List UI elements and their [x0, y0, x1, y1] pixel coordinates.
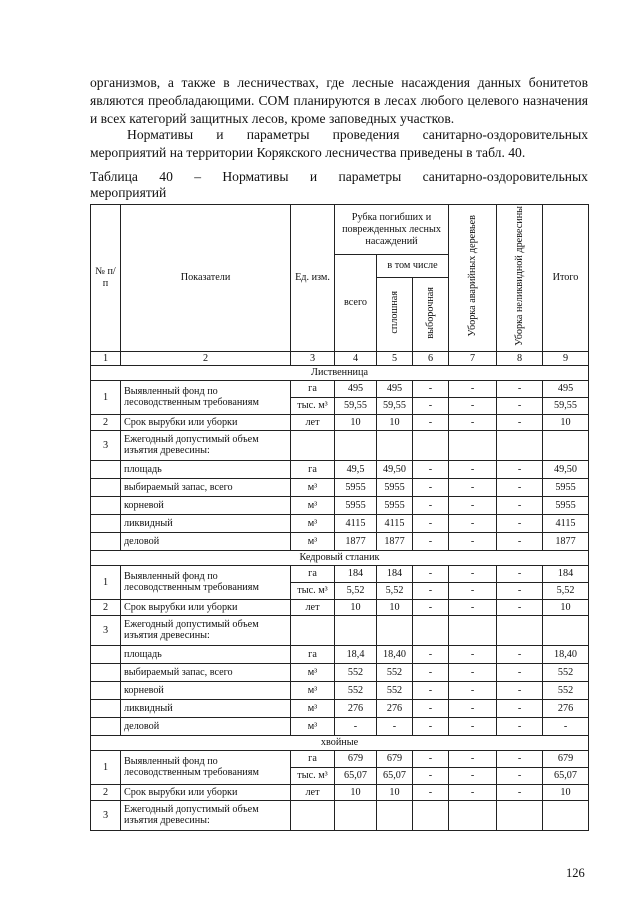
table-cell: Выявленный фонд по лесоводственным требованиям	[121, 380, 291, 414]
table-cell: -	[377, 717, 413, 735]
table-cell: -	[497, 478, 543, 496]
table-cell: -	[449, 582, 497, 599]
table-row	[91, 699, 589, 717]
caption-word: Нормативы	[222, 169, 289, 184]
table-cell: 4115	[543, 514, 589, 532]
table-cell: -	[449, 699, 497, 717]
table-row	[91, 615, 589, 645]
caption-word: –	[194, 169, 201, 184]
table-cell: 10	[543, 599, 589, 615]
table-cell	[497, 800, 543, 830]
table-cell: 679	[335, 750, 377, 767]
table-cell	[543, 800, 589, 830]
table-cell: 1877	[377, 532, 413, 550]
table-cell: 552	[543, 681, 589, 699]
table-cell: 276	[335, 699, 377, 717]
table-cell: корневой	[121, 681, 291, 699]
table-cell: 2	[91, 414, 121, 430]
column-number: 4	[335, 351, 377, 365]
table-cell: -	[497, 565, 543, 582]
table-cell: -	[413, 663, 449, 681]
header-clear-text: сплошная	[389, 291, 400, 334]
norms-table	[90, 204, 589, 831]
page-number: 126	[566, 866, 585, 880]
table-cell: -	[413, 717, 449, 735]
table-cell: 276	[377, 699, 413, 717]
section-row	[91, 365, 589, 380]
table-cell: тыс. м³	[291, 397, 335, 414]
table-cell: площадь	[121, 645, 291, 663]
column-number: 1	[91, 351, 121, 365]
table-cell: 65,07	[335, 767, 377, 784]
table-cell: -	[449, 599, 497, 615]
header-selective	[413, 277, 449, 351]
column-number: 8	[497, 351, 543, 365]
table-row	[91, 514, 589, 532]
table-cell: 4115	[377, 514, 413, 532]
table-cell: Срок вырубки или уборки	[121, 599, 291, 615]
table-cell: 5955	[377, 496, 413, 514]
table-cell: 184	[335, 565, 377, 582]
table-cell: Выявленный фонд по лесоводственным требованиям	[121, 750, 291, 784]
table-cell: 5955	[335, 478, 377, 496]
table-cell: Ежегодный допустимый объем изъятия древесины:	[121, 800, 291, 830]
table-row	[91, 599, 589, 615]
table-cell: 59,55	[543, 397, 589, 414]
table-cell	[291, 800, 335, 830]
table-cell: -	[413, 784, 449, 800]
table-cell: 1877	[335, 532, 377, 550]
table-cell: 184	[377, 565, 413, 582]
table-cell: -	[497, 532, 543, 550]
table-cell: Срок вырубки или уборки	[121, 784, 291, 800]
table-cell: Кедровый стланик	[91, 550, 589, 565]
table-cell: лет	[291, 784, 335, 800]
table-cell: -	[449, 414, 497, 430]
table-cell: 1	[91, 565, 121, 599]
table-cell: -	[413, 380, 449, 397]
caption-line-2: мероприятий	[90, 185, 167, 200]
table-cell: 495	[335, 380, 377, 397]
table-cell: 1	[91, 750, 121, 784]
table-cell: Выявленный фонд по лесоводственным требованиям	[121, 565, 291, 599]
table-cell: Ежегодный допустимый объем изъятия древесины:	[121, 430, 291, 460]
table-cell: 10	[335, 784, 377, 800]
table-cell	[449, 800, 497, 830]
table-cell: 18,4	[335, 645, 377, 663]
table-cell: -	[497, 514, 543, 532]
table-cell: -	[449, 460, 497, 478]
table-cell: м³	[291, 478, 335, 496]
table-cell: корневой	[121, 496, 291, 514]
table-cell: 2	[91, 599, 121, 615]
table-cell: выбираемый запас, всего	[121, 663, 291, 681]
table-cell	[449, 430, 497, 460]
caption-word: 40	[159, 169, 173, 184]
table-cell: 552	[543, 663, 589, 681]
table-cell: -	[413, 496, 449, 514]
table-cell: -	[413, 397, 449, 414]
table-cell: 1	[91, 380, 121, 414]
table-cell: м³	[291, 496, 335, 514]
table-cell: -	[449, 514, 497, 532]
table-cell: -	[497, 717, 543, 735]
table-cell: 5,52	[335, 582, 377, 599]
table-body	[91, 365, 589, 830]
table-cell: -	[497, 397, 543, 414]
table-cell	[91, 460, 121, 478]
table-cell: -	[449, 681, 497, 699]
table-cell	[91, 681, 121, 699]
table-cell: 679	[377, 750, 413, 767]
caption-word: параметры	[338, 169, 402, 184]
table-cell: -	[497, 750, 543, 767]
table-cell: 5955	[335, 496, 377, 514]
table-cell: -	[413, 681, 449, 699]
table-cell: -	[449, 478, 497, 496]
table-cell: -	[449, 496, 497, 514]
table-cell: 10	[377, 784, 413, 800]
column-number: 9	[543, 351, 589, 365]
table-cell	[543, 615, 589, 645]
table-cell: -	[413, 460, 449, 478]
table-cell: -	[413, 699, 449, 717]
table-cell	[377, 615, 413, 645]
table-cell: -	[413, 565, 449, 582]
table-cell: га	[291, 565, 335, 582]
table-cell: 5955	[543, 496, 589, 514]
table-cell: -	[497, 380, 543, 397]
table-cell: -	[413, 532, 449, 550]
table-cell: 3	[91, 800, 121, 830]
table-cell: 49,50	[377, 460, 413, 478]
table-cell	[377, 430, 413, 460]
header-num: № п/п	[91, 205, 121, 352]
table-cell: га	[291, 380, 335, 397]
table-cell: 59,55	[377, 397, 413, 414]
table-cell: -	[449, 717, 497, 735]
header-deadwood	[497, 205, 543, 352]
table-cell: -	[413, 645, 449, 663]
table-cell: 184	[543, 565, 589, 582]
column-number: 6	[413, 351, 449, 365]
caption-word: и	[309, 169, 318, 184]
table-cell	[91, 478, 121, 496]
table-cell: 5,52	[543, 582, 589, 599]
table-cell: м³	[291, 532, 335, 550]
table-cell: -	[449, 380, 497, 397]
table-cell: -	[497, 699, 543, 717]
table-cell: Срок вырубки или уборки	[121, 414, 291, 430]
table-cell: хвойные	[91, 735, 589, 750]
table-cell: 49,5	[335, 460, 377, 478]
table-cell: Ежегодный допустимый объем изъятия древесины:	[121, 615, 291, 645]
table-row	[91, 380, 589, 397]
header-indicators: Показатели	[121, 205, 291, 352]
caption-word: санитарно-оздоровительных	[422, 169, 588, 184]
table-cell: -	[449, 532, 497, 550]
table-cell	[291, 615, 335, 645]
caption-word: Таблица	[90, 169, 138, 184]
table-row	[91, 784, 589, 800]
table-cell: 10	[543, 414, 589, 430]
table-row	[91, 800, 589, 830]
table-cell	[91, 514, 121, 532]
table-row	[91, 717, 589, 735]
table-cell: -	[335, 717, 377, 735]
column-number: 5	[377, 351, 413, 365]
table-cell: -	[497, 663, 543, 681]
table-row	[91, 681, 589, 699]
table-cell	[91, 496, 121, 514]
table-row	[91, 750, 589, 767]
table-row	[91, 414, 589, 430]
table-cell: ликвидный	[121, 514, 291, 532]
table-row	[91, 460, 589, 478]
table-caption	[90, 169, 588, 201]
table-cell	[413, 615, 449, 645]
table-row	[91, 645, 589, 663]
table-cell: деловой	[121, 532, 291, 550]
column-number: 7	[449, 351, 497, 365]
table-cell	[497, 430, 543, 460]
table-cell: Лиственница	[91, 365, 589, 380]
table-cell: тыс. м³	[291, 582, 335, 599]
table-cell: 276	[543, 699, 589, 717]
table-cell: га	[291, 645, 335, 663]
table-cell: 552	[335, 681, 377, 699]
table-cell: -	[449, 645, 497, 663]
table-cell: -	[449, 565, 497, 582]
table-cell: -	[449, 767, 497, 784]
table-cell: 59,55	[335, 397, 377, 414]
table-cell	[91, 645, 121, 663]
table-row	[91, 478, 589, 496]
table-cell: -	[497, 582, 543, 599]
paragraph-1: организмов, а также в лесничествах, где лесные насаждения данных бонитетов являются преобладающими. СОМ планируются в лесах любого целевого назначения и всех категорий защитных лесов, кроме заповедных участков.	[90, 75, 588, 126]
table-cell	[543, 430, 589, 460]
column-number: 3	[291, 351, 335, 365]
table-cell: -	[497, 460, 543, 478]
table-cell: 65,07	[377, 767, 413, 784]
table-cell	[91, 717, 121, 735]
table-cell: лет	[291, 414, 335, 430]
table-cell: 5955	[543, 478, 589, 496]
table-cell: -	[497, 784, 543, 800]
table-cell: -	[497, 767, 543, 784]
table-cell: -	[413, 514, 449, 532]
paragraph-2: Нормативы и параметры проведения санитарно-оздоровительных мероприятий на территории Корякского лесничества приведены в табл. 40.	[90, 127, 588, 160]
table-cell: 18,40	[543, 645, 589, 663]
table-cell: 18,40	[377, 645, 413, 663]
table-cell	[335, 800, 377, 830]
table-cell: 3	[91, 430, 121, 460]
header-clear	[377, 277, 413, 351]
table-cell: -	[497, 645, 543, 663]
table-row	[91, 532, 589, 550]
table-cell: м³	[291, 681, 335, 699]
table-cell: 552	[377, 681, 413, 699]
table-row	[91, 430, 589, 460]
table-cell: -	[449, 663, 497, 681]
table-cell: м³	[291, 663, 335, 681]
table-cell: -	[449, 750, 497, 767]
table-cell: 2	[91, 784, 121, 800]
table-cell: тыс. м³	[291, 767, 335, 784]
table-cell: 5955	[377, 478, 413, 496]
table-cell: -	[449, 784, 497, 800]
table-cell: 3	[91, 615, 121, 645]
table-cell: 10	[335, 599, 377, 615]
table-cell	[497, 615, 543, 645]
table-cell	[291, 430, 335, 460]
section-row	[91, 550, 589, 565]
table-cell: 495	[377, 380, 413, 397]
table-cell	[413, 430, 449, 460]
table-cell: -	[543, 717, 589, 735]
table-cell: м³	[291, 514, 335, 532]
table-cell: 495	[543, 380, 589, 397]
table-cell: 1877	[543, 532, 589, 550]
table-cell	[91, 699, 121, 717]
header-felling: Рубка погибших и поврежденных лесных насаждений	[335, 205, 449, 255]
table-cell: -	[449, 397, 497, 414]
table-cell: -	[497, 496, 543, 514]
header-including: в том числе	[377, 255, 449, 278]
table-cell: -	[413, 599, 449, 615]
table-cell: деловой	[121, 717, 291, 735]
table-cell: -	[413, 750, 449, 767]
table-cell	[377, 800, 413, 830]
table-cell: 552	[335, 663, 377, 681]
table-cell	[413, 800, 449, 830]
table-cell: 552	[377, 663, 413, 681]
table-cell: -	[413, 414, 449, 430]
table-cell: 5,52	[377, 582, 413, 599]
table-cell: 10	[377, 414, 413, 430]
table-cell	[91, 532, 121, 550]
table-cell: -	[413, 478, 449, 496]
table-cell: га	[291, 460, 335, 478]
table-cell: площадь	[121, 460, 291, 478]
table-cell: 49,50	[543, 460, 589, 478]
table-cell: 679	[543, 750, 589, 767]
table-cell: 4115	[335, 514, 377, 532]
table-cell: га	[291, 750, 335, 767]
table-cell	[91, 663, 121, 681]
table-cell: -	[413, 767, 449, 784]
table-cell: -	[413, 582, 449, 599]
table-cell	[449, 615, 497, 645]
table-cell: выбираемый запас, всего	[121, 478, 291, 496]
table-cell	[335, 430, 377, 460]
header-emergency	[449, 205, 497, 352]
table-cell	[335, 615, 377, 645]
header-emergency-text: Уборка аварийных деревьев	[467, 215, 479, 337]
table-row	[91, 496, 589, 514]
table-cell: 65,07	[543, 767, 589, 784]
table-cell: -	[497, 681, 543, 699]
table-cell: -	[497, 599, 543, 615]
header-selective-text: выборочная	[425, 286, 436, 339]
header-deadwood-text: Уборка неликвидной древесины	[514, 206, 526, 346]
section-row	[91, 735, 589, 750]
table-row	[91, 663, 589, 681]
table-cell: 10	[335, 414, 377, 430]
header-sum: Итого	[543, 205, 589, 352]
table-cell: м³	[291, 699, 335, 717]
table-cell: лет	[291, 599, 335, 615]
header-total: всего	[335, 255, 377, 352]
table-cell: ликвидный	[121, 699, 291, 717]
table-cell: -	[497, 414, 543, 430]
table-cell: 10	[377, 599, 413, 615]
column-number: 2	[121, 351, 291, 365]
header-unit: Ед. изм.	[291, 205, 335, 352]
table-cell: 10	[543, 784, 589, 800]
table-cell: м³	[291, 717, 335, 735]
table-row	[91, 565, 589, 582]
